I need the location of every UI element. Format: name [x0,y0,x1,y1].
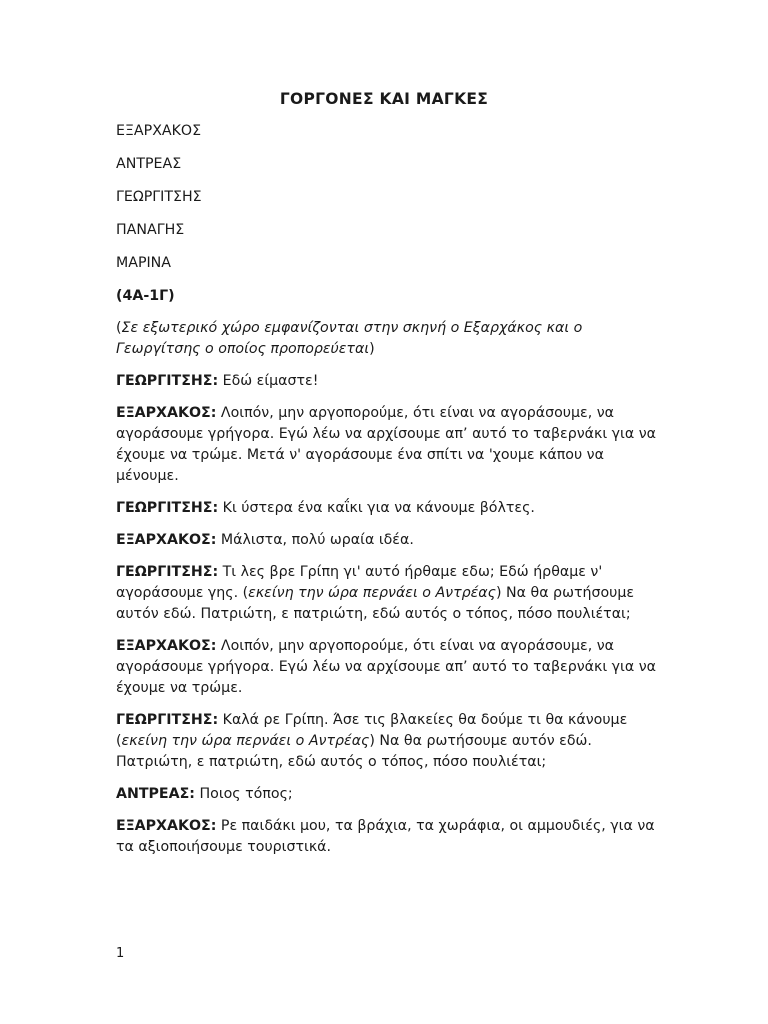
inline-stage-direction: εκείνη την ώρα περνάει ο Αντρέας [248,585,496,601]
dialogue-line [116,636,660,699]
cast-member: ΓΕΩΡΓΙΤΣΗΣ [116,189,202,205]
stage-direction-open: ( [116,320,122,336]
page-number: 1 [116,946,125,961]
stage-direction [116,318,660,360]
speaker-name: ΕΞΑΡΧΑΚΟΣ: [116,405,217,421]
cast-member: ΠΑΝΑΓΗΣ [116,222,185,238]
stage-direction-text: Σε εξωτερικό χώρο εμφανίζονται στην σκηνή ο Εξαρχάκος και ο Γεωργίτσης ο οποίος προπορεύεται [116,320,583,357]
line-text: Τι λες βρε Γρίπη γι' αυτό ήρθαμε εδω; Εδώ ήρθαμε ν' αγοράσουμε γης. ( [116,564,603,601]
stage-direction-close: ) [369,341,375,357]
line-text-continued: ) Να θα ρωτήσουμε αυτόν εδώ. Πατριώτη, ε πατριώτη, εδώ αυτός ο τόπος, πόσο πουλιέται; [116,585,635,622]
dialogue-line [116,498,660,519]
scene-code: (4Α-1Γ) [116,288,175,304]
line-text: Ρε παιδάκι μου, τα βράχια, τα χωράφια, οι αμμουδιές, για να τα αξιοποιήσουμε τουριστικά. [116,818,655,855]
dialogue-line [116,710,660,773]
line-text: Ποιος τόπος; [194,786,293,802]
speaker-name: ΕΞΑΡΧΑΚΟΣ: [116,638,217,654]
speaker-name: ΑΝΤΡΕΑΣ: [116,786,195,802]
cast-member: ΑΝΤΡΕΑΣ [116,156,182,172]
dialogue-line [116,784,660,805]
dialogue-line [116,816,660,858]
document-title: ΓΟΡΓΟΝΕΣ ΚΑΙ ΜΑΓΚΕΣ [279,90,489,108]
speaker-name: ΓΕΩΡΓΙΤΣΗΣ: [116,500,219,516]
line-text: Εδώ είμαστε! [218,373,319,389]
inline-stage-direction: εκείνη την ώρα περνάει ο Αντρέας [121,733,370,749]
line-text: Λοιπόν, μην αργοπορούμε, ότι είναι να αγοράσουμε, να αγοράσουμε γρήγορα. Εγώ λέω να αρχίσουμε απ’ αυτό το ταβερνάκι για να έχουμε να τρώμε. [116,638,656,696]
speaker-name: ΓΕΩΡΓΙΤΣΗΣ: [116,712,219,728]
line-text-continued: ) Να θα ρωτήσουμε αυτόν εδώ. Πατριώτη, ε πατριώτη, εδώ αυτός ο τόπος, πόσο πουλιέται; [116,733,592,770]
speaker-name: ΓΕΩΡΓΙΤΣΗΣ: [116,373,219,389]
document-body [116,121,660,869]
line-text: Λοιπόν, μην αργοπορούμε, ότι είναι να αγοράσουμε, να αγοράσουμε γρήγορα. Εγώ λέω να αρχίσουμε απ’ αυτό το ταβερνάκι για να έχουμε να τρώμε. Μετά ν' αγοράσουμε ένα σπίτι να 'χουμε κάπου να μένουμε. [116,405,656,484]
dialogue-line [116,371,660,392]
speaker-name: ΕΞΑΡΧΑΚΟΣ: [116,532,217,548]
cast-member: ΕΞΑΡΧΑΚΟΣ [116,123,202,139]
speaker-name: ΓΕΩΡΓΙΤΣΗΣ: [116,564,219,580]
line-text: Μάλιστα, πολύ ωραία ιδέα. [216,532,414,548]
dialogue-line [116,403,660,487]
cast-member: ΜΑΡΙΝΑ [116,255,172,271]
dialogue-line [116,562,660,625]
speaker-name: ΕΞΑΡΧΑΚΟΣ: [116,818,217,834]
line-text: Κι ύστερα ένα καΐκι για να κάνουμε βόλτες. [218,500,535,516]
dialogue-line [116,530,660,551]
line-text: Καλά ρε Γρίπη. Άσε τις βλακείες θα δούμε τι θα κάνουμε ( [116,712,628,749]
